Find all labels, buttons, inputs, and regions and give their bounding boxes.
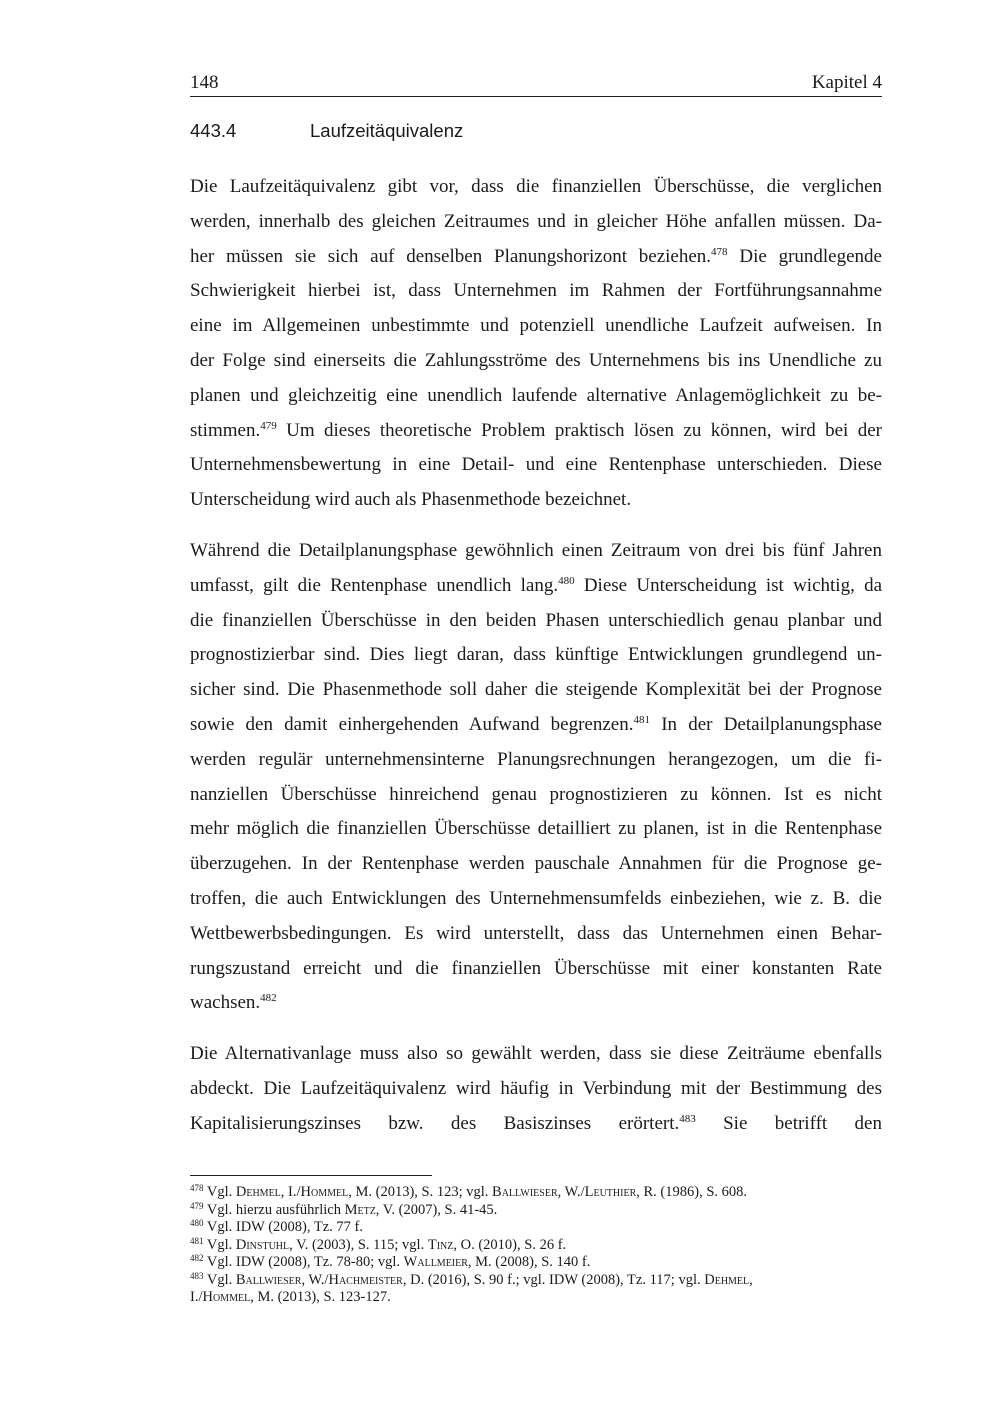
footnote-ref: 480	[558, 574, 575, 587]
text-run: , I./	[280, 1184, 301, 1200]
text-line	[190, 673, 882, 708]
text-run: , D. (2016), S. 90 f.; vgl. IDW (2008), Tz. 117; vgl.	[402, 1271, 705, 1288]
footnote-ref: 479	[260, 419, 277, 432]
footnote	[190, 1202, 882, 1220]
text-line	[190, 743, 882, 778]
footnote-ref: 480	[190, 1218, 204, 1228]
text-run: planen und gleichzeitig eine unendlich laufende alternative Anlagemöglichkeit zu be-	[190, 384, 882, 406]
text-run: , W./	[301, 1271, 329, 1288]
text-line	[190, 240, 882, 275]
paragraph-3	[190, 1037, 882, 1141]
text-line	[190, 309, 882, 344]
text-run: Vgl. IDW (2008), Tz. 77 f.	[203, 1219, 363, 1235]
text-run: Vgl.	[203, 1184, 236, 1200]
text-line	[190, 1037, 882, 1072]
text-run: werden, innerhalb des gleichen Zeitraumes und in gleicher Höhe anfallen müssen. Da-	[190, 210, 882, 232]
text-run: , W./	[557, 1184, 585, 1200]
footnote-ref: 482	[190, 1253, 204, 1263]
author-name: Dinstuhl	[235, 1236, 290, 1253]
text-line	[190, 708, 882, 743]
text-run: Unternehmensbewertung in eine Detail- und eine Rentenphase unterschieden. Diese	[190, 454, 882, 476]
paragraph-2	[190, 534, 882, 1021]
text-line	[190, 812, 882, 847]
text-run: Diese Unterscheidung ist wichtig, da	[574, 574, 882, 596]
footnote-ref: 481	[633, 713, 650, 726]
text-run: Schwierigkeit hierbei ist, dass Unternehmen im Rahmen der Fortführungsannahme	[190, 280, 882, 302]
section-heading	[190, 120, 463, 142]
author-name: Leuthier	[584, 1184, 637, 1200]
text-run: Die grundlegende	[727, 245, 882, 267]
paragraph-1	[190, 170, 882, 518]
text-run: , V. (2007), S. 41-45.	[375, 1201, 498, 1218]
text-run: prognostizierbar sind. Dies liegt daran, dass künftige Entwicklungen grundlegend un-	[190, 644, 882, 666]
footnote	[190, 1289, 882, 1307]
footnote	[190, 1219, 882, 1237]
text-run: Vgl.	[203, 1236, 236, 1253]
author-name: Dehmel	[235, 1184, 281, 1200]
page-number: 148	[190, 72, 219, 93]
text-line	[190, 882, 882, 917]
text-run: In der Detailplanungsphase	[649, 713, 882, 735]
author-name: Metz	[344, 1201, 376, 1218]
author-name: Hommel	[300, 1184, 349, 1200]
text-line	[190, 638, 882, 673]
footnote-ref: 481	[190, 1235, 204, 1246]
text-run: wachsen.	[190, 992, 261, 1014]
text-run: Wettbewerbsbedingungen. Es wird unterstellt, dass das Unternehmen einen Behar-	[190, 922, 882, 944]
author-name: Ballwieser	[492, 1184, 558, 1200]
text-line	[190, 778, 882, 813]
text-run: mehr möglich die finanziellen Überschüsse detailliert zu planen, ist in die Rentenphase	[190, 818, 882, 840]
text-line	[190, 379, 882, 414]
footnote	[190, 1184, 882, 1202]
text-line	[190, 344, 882, 379]
text-line	[190, 274, 882, 309]
text-run: , M. (2008), S. 140 f.	[467, 1254, 591, 1270]
text-line	[190, 414, 882, 449]
author-name: Hommel	[202, 1289, 251, 1305]
text-run: Vgl.	[203, 1271, 236, 1288]
text-line	[190, 1107, 882, 1142]
text-run: Während die Detailplanungsphase gewöhnlich einen Zeitraum von drei bis fünf Jahren	[190, 540, 882, 561]
text-line	[190, 986, 882, 1021]
text-line	[190, 534, 882, 569]
text-run: , M. (2013), S. 123-127.	[250, 1289, 391, 1305]
text-line	[190, 205, 882, 240]
text-run: Sie betrifft den	[695, 1112, 882, 1134]
footnote-ref: 482	[260, 992, 277, 1005]
text-run: I./	[190, 1289, 203, 1305]
text-run: Kapitalisierungszinses bzw. des Basiszinses erörtert.	[190, 1112, 680, 1134]
footnote-ref: 478	[190, 1183, 204, 1193]
footnote	[190, 1254, 882, 1272]
running-header	[190, 72, 882, 97]
text-run: Vgl. IDW (2008), Tz. 78-80; vgl.	[203, 1254, 404, 1270]
text-run: , R. (1986), S. 608.	[636, 1184, 748, 1200]
footnote	[190, 1272, 882, 1290]
text-run: troffen, die auch Entwicklungen des Unternehmensumfelds einbeziehen, wie z. B. die	[190, 887, 882, 909]
text-line	[190, 483, 882, 518]
footnote-divider	[190, 1175, 432, 1176]
text-run: nanziellen Überschüsse hinreichend genau prognostizieren zu können. Ist es nicht	[190, 783, 882, 805]
text-run: Vgl. hierzu ausführlich	[203, 1201, 345, 1218]
footnotes	[190, 1184, 882, 1307]
text-run: die finanziellen Überschüsse in den beiden Phasen unterschiedlich genau planbar und	[190, 609, 882, 631]
text-run: eine im Allgemeinen unbestimmte und potenziell unendliche Laufzeit aufweisen. In	[190, 315, 882, 337]
footnote-ref: 478	[711, 245, 728, 258]
section-number: 443.4	[190, 120, 237, 141]
text-run: sowie den damit einhergehenden Aufwand begrenzen.	[190, 713, 634, 735]
text-line	[190, 604, 882, 639]
footnote-ref: 483	[190, 1270, 204, 1281]
section-title: Laufzeitäquivalenz	[310, 120, 464, 141]
text-run: rungszustand erreicht und die finanziellen Überschüsse mit einer konstanten Rate	[190, 957, 882, 979]
text-run: abdeckt. Die Laufzeitäquivalenz wird häufig in Verbindung mit der Bestimmung des	[190, 1077, 882, 1099]
text-line	[190, 847, 882, 882]
author-name: Dehmel	[704, 1271, 750, 1288]
text-line	[190, 448, 882, 483]
author-name: Wallmeier	[403, 1254, 468, 1270]
text-run: überzugehen. In der Rentenphase werden pauschale Annahmen für die Prognose ge-	[190, 853, 882, 875]
author-name: Ballwieser	[235, 1271, 302, 1288]
text-run: Um dieses theoretische Problem praktisch lösen zu können, wird bei der	[276, 419, 882, 441]
text-run: her müssen sie sich auf denselben Planungshorizont beziehen.	[190, 245, 712, 267]
text-run: Die Alternativanlage muss also so gewählt werden, dass sie diese Zeiträume ebenfalls	[190, 1043, 882, 1064]
text-line	[190, 917, 882, 952]
text-run: , O. (2010), S. 26 f.	[453, 1236, 567, 1253]
text-run: stimmen.	[190, 419, 261, 441]
text-run: umfasst, gilt die Rentenphase unendlich lang.	[190, 574, 559, 596]
author-name: Tinz	[427, 1236, 454, 1253]
text-line	[190, 569, 882, 604]
footnote	[190, 1237, 882, 1255]
footnote-ref: 483	[679, 1112, 696, 1125]
text-line	[190, 170, 882, 205]
text-run: sicher sind. Die Phasenmethode soll daher die steigende Komplexität bei der Prognose	[190, 679, 882, 701]
text-run: Unterscheidung wird auch als Phasenmethode bezeichnet.	[190, 489, 632, 511]
chapter-label: Kapitel 4	[811, 72, 882, 93]
text-run: , M. (2013), S. 123; vgl.	[348, 1184, 493, 1200]
footnote-ref: 479	[190, 1200, 204, 1211]
text-run: ,	[749, 1271, 753, 1288]
text-run: , V. (2003), S. 115; vgl.	[289, 1236, 428, 1253]
text-run: Die Laufzeitäquivalenz gibt vor, dass die finanziellen Überschüsse, die verglichen	[190, 176, 882, 197]
text-line	[190, 952, 882, 987]
text-run: werden regulär unternehmensinterne Planungsrechnungen herangezogen, um die fi-	[190, 748, 882, 770]
text-run: der Folge sind einerseits die Zahlungsströme des Unternehmens bis ins Unendliche zu	[190, 349, 882, 371]
author-name: Hachmeister	[328, 1271, 403, 1288]
text-line	[190, 1072, 882, 1107]
